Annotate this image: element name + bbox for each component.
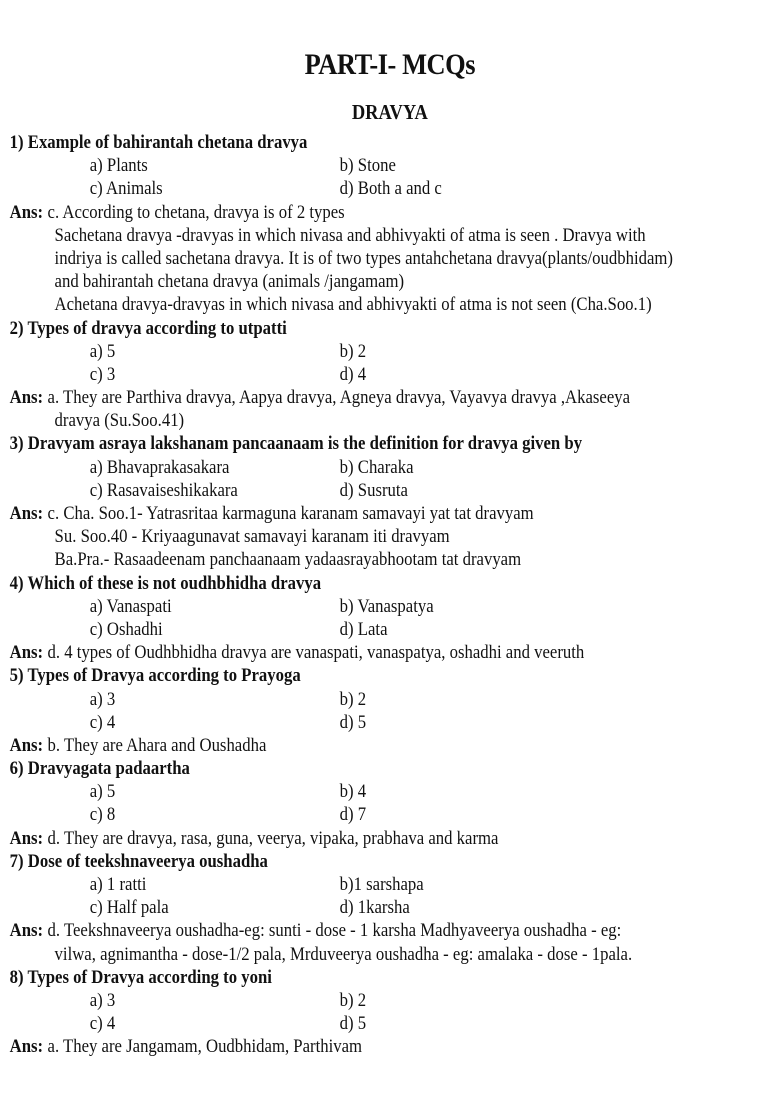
question-block	[10, 757, 780, 850]
option: c) 3	[89, 363, 116, 385]
question-text: 7) Dose of teekshnaveerya oushadha	[9, 850, 268, 872]
option: b) 4	[339, 781, 367, 803]
answer-line	[10, 224, 780, 247]
question-text: 4) Which of these is not oudhbhidha dravya	[9, 572, 322, 594]
answer-text: c. According to chetana, dravya is of 2 types	[47, 201, 345, 223]
option: b)1 sarshapa	[339, 874, 424, 895]
option: d) Both a and c	[339, 178, 442, 200]
option: d) 7	[339, 804, 367, 826]
option: d) Susruta	[339, 479, 408, 501]
answer-text: Ba.Pra.- Rasaadeenam panchaanaam yadaasrayabhootam tat dravyam	[54, 549, 522, 571]
answer-line	[10, 247, 780, 270]
option: d) 5	[339, 711, 367, 733]
option: a) Vanaspati	[89, 595, 172, 617]
question-text: 2) Types of dravya according to utpatti	[9, 317, 287, 339]
answer-text: d. They are dravya, rasa, guna, veerya, vipaka, prabhava and karma	[47, 827, 499, 849]
options-row	[10, 1012, 780, 1035]
option: c) Half pala	[89, 897, 169, 919]
answer-label: Ans:	[9, 387, 44, 409]
answer-text: and bahirantah chetana dravya (animals /jangamam)	[54, 271, 405, 293]
option: a) Plants	[89, 155, 148, 177]
option: a) 5	[89, 340, 116, 362]
answer-line	[10, 734, 780, 757]
question-block	[10, 850, 780, 966]
answer-line	[10, 386, 780, 409]
question-text: 8) Types of Dravya according to yoni	[9, 966, 272, 988]
answer-text: a. They are Jangamam, Oudbhidam, Parthivam	[47, 1036, 363, 1058]
option: a) Bhavaprakasakara	[89, 456, 230, 478]
answer-text: d. Teekshnaveerya oushadha-eg: sunti - dose - 1 karsha Madhyaveerya oushadha - eg:	[47, 920, 622, 942]
question-block	[10, 572, 780, 665]
options-row	[10, 688, 780, 711]
question-text: 6) Dravyagata padaartha	[9, 758, 190, 780]
options-row	[10, 618, 780, 641]
answer-text: b. They are Ahara and Oushadha	[47, 734, 267, 756]
option: a) 3	[89, 989, 116, 1011]
answer-text: dravya (Su.Soo.41)	[54, 410, 185, 432]
answer-line	[10, 502, 780, 525]
question-block	[10, 432, 780, 571]
option: c) 8	[89, 804, 116, 826]
answer-text: a. They are Parthiva dravya, Aapya dravya, Agneya dravya, Vayavya dravya ,Akaseeya	[47, 387, 631, 409]
answer-label: Ans:	[9, 503, 44, 524]
answer-label: Ans:	[9, 920, 44, 942]
answer-line	[10, 525, 780, 548]
answer-label: Ans:	[9, 827, 44, 849]
option: b) Charaka	[339, 456, 414, 478]
options-row	[10, 989, 780, 1012]
answer-line	[10, 409, 780, 432]
option: b) 2	[339, 340, 367, 362]
question-block	[10, 664, 780, 757]
question-text: 5) Types of Dravya according to Prayoga	[9, 665, 301, 687]
answer-line	[10, 270, 780, 293]
options-row	[10, 479, 780, 502]
options-row	[10, 177, 780, 200]
answer-line	[10, 1035, 780, 1058]
answer-label: Ans:	[9, 734, 44, 756]
option: a) 1 ratti	[89, 874, 147, 895]
answer-label: Ans:	[9, 642, 44, 664]
page-title: PART-I- MCQs	[304, 48, 476, 81]
answer-text: indriya is called sachetana dravya. It is of two types antahchetana dravya(plants/oudbhidam)	[54, 247, 673, 269]
options-row	[10, 803, 780, 826]
answer-line	[10, 548, 780, 571]
options-row	[10, 896, 780, 919]
option: a) 5	[89, 781, 116, 803]
answer-text: vilwa, agnimantha - dose-1/2 pala, Mrduveerya oushadha - eg: amalaka - dose - 1pala.	[54, 943, 633, 965]
answer-line	[10, 919, 780, 942]
question-text: 1) Example of bahirantah chetana dravya	[9, 132, 308, 153]
answer-line	[10, 201, 780, 224]
options-row	[10, 363, 780, 386]
option: c) Rasavaiseshikakara	[89, 479, 238, 501]
question-block	[10, 317, 780, 433]
options-row	[10, 711, 780, 734]
option: d) 5	[339, 1013, 367, 1035]
option: d) 4	[339, 363, 367, 385]
options-row	[10, 340, 780, 363]
option: d) Lata	[339, 618, 388, 640]
answer-line	[10, 293, 780, 316]
answer-text: d. 4 types of Oudhbhidha dravya are vanaspati, vanaspatya, oshadhi and veeruth	[47, 642, 585, 664]
option: a) 3	[89, 688, 116, 710]
question-block	[10, 966, 780, 1059]
answer-text: Sachetana dravya -dravyas in which nivasa and abhivyakti of atma is seen . Dravya with	[54, 224, 646, 246]
options-row	[10, 154, 780, 177]
option: c) Animals	[89, 178, 163, 200]
options-row	[10, 780, 780, 803]
answer-label: Ans:	[9, 1036, 44, 1058]
option: b) Vanaspatya	[339, 595, 434, 617]
option: b) Stone	[339, 155, 396, 177]
option: c) 4	[89, 711, 116, 733]
answer-line	[10, 641, 780, 664]
question-text: 3) Dravyam asraya lakshanam pancaanaam is the definition for dravya given by	[9, 433, 583, 455]
option: b) 2	[339, 688, 367, 710]
option: d) 1karsha	[339, 897, 410, 919]
options-row	[10, 456, 780, 479]
answer-text: Achetana dravya-dravyas in which nivasa and abhivyakti of atma is not seen (Cha.Soo.1)	[54, 294, 652, 316]
options-row	[10, 595, 780, 618]
answer-line	[10, 827, 780, 850]
option: b) 2	[339, 989, 367, 1011]
answer-text: c. Cha. Soo.1- Yatrasritaa karmaguna karanam samavayi yat tat dravyam	[47, 503, 534, 524]
answer-label: Ans:	[9, 201, 44, 223]
options-row	[10, 873, 780, 896]
answer-text: Su. Soo.40 - Kriyaagunavat samavayi karanam iti dravyam	[54, 526, 450, 548]
section-heading: DRAVYA	[351, 100, 428, 124]
option: c) Oshadhi	[89, 618, 163, 640]
question-block	[10, 131, 780, 317]
answer-line	[10, 943, 780, 966]
option: c) 4	[89, 1013, 116, 1035]
mcq-list	[10, 131, 780, 1059]
